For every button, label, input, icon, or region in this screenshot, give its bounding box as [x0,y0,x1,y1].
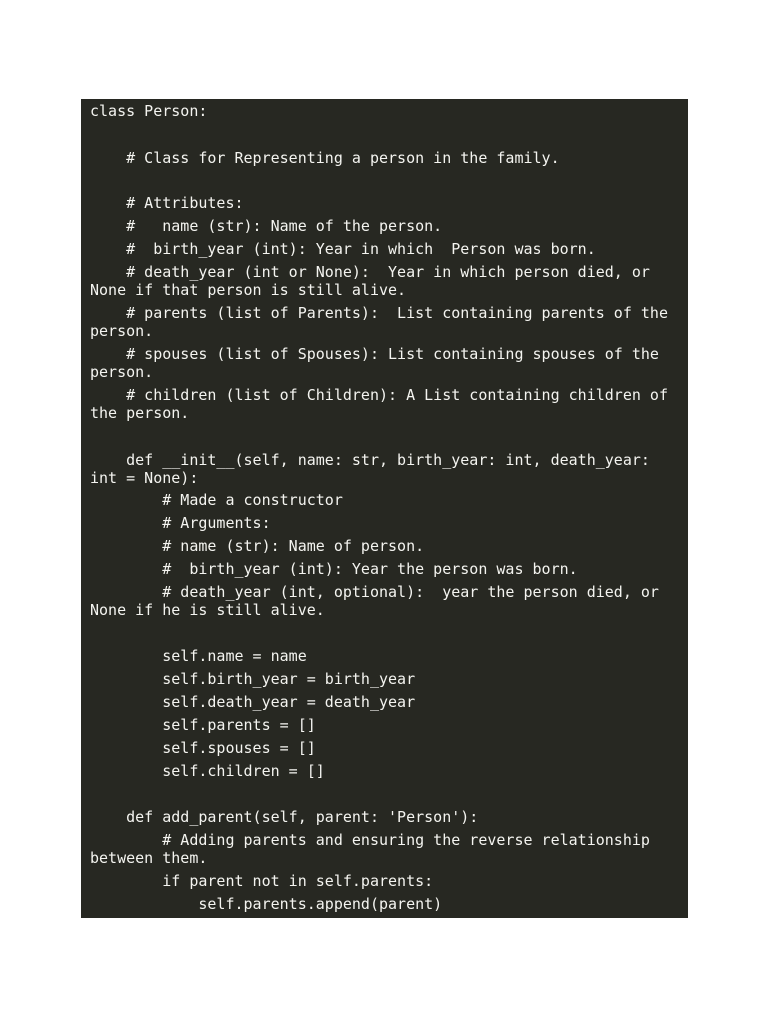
code-line: # Attributes: [90,194,244,212]
code-line: self.spouses = [] [90,739,316,757]
code-line: class Person: [90,102,208,120]
code-line: # spouses (list of Spouses): List containing spouses of the [90,345,659,363]
code-line: # name (str): Name of the person. [90,217,443,235]
code-line: def add_parent(self, parent: 'Person'): [90,808,479,826]
code-line: # birth_year (int): Year the person was born. [90,560,578,578]
code-line: person. [90,322,154,340]
code-line: # death_year (int, optional): year the person died, or [90,583,659,601]
code-line: def __init__(self, name: str, birth_year: int, death_year: [90,451,650,469]
code-line: # Class for Representing a person in the family. [90,149,560,167]
code-line: # death_year (int or None): Year in which person died, or [90,263,650,281]
code-line: # birth_year (int): Year in which Person was born. [90,240,596,258]
code-line: self.parents = [] [90,716,316,734]
code-line: self.birth_year = birth_year [90,670,416,688]
code-line: None if he is still alive. [90,601,325,619]
code-line: # Arguments: [90,514,271,532]
code-line: # parents (list of Parents): List containing parents of the [90,304,668,322]
code-line: None if that person is still alive. [90,281,407,299]
code-line: # Made a constructor [90,491,343,509]
code-line: person. [90,363,154,381]
code-line: if parent not in self.parents: [90,872,434,890]
code-line: self.parents.append(parent) [90,895,443,913]
code-line: # children (list of Children): A List containing children of [90,386,668,404]
code-line: # Adding parents and ensuring the reverse relationship [90,831,650,849]
code-block [81,99,688,918]
code-line: self.death_year = death_year [90,693,416,711]
code-line: self.name = name [90,647,307,665]
code-line: int = None): [90,469,199,487]
code-line: # name (str): Name of person. [90,537,425,555]
code-line: self.children = [] [90,762,325,780]
code-line: between them. [90,849,208,867]
code-line: the person. [90,404,190,422]
